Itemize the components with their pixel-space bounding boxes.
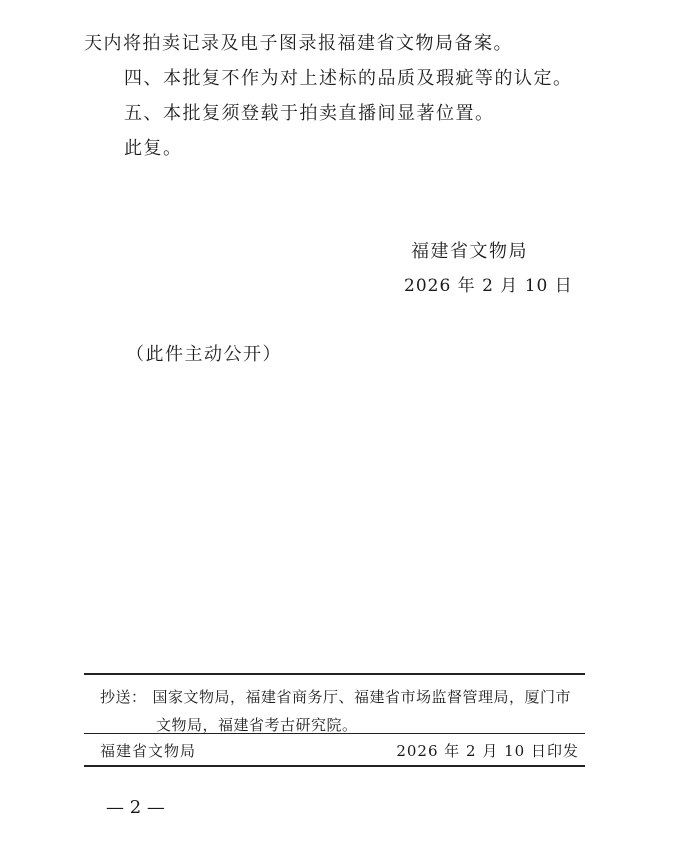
closing-phrase: 此复。 xyxy=(124,138,183,159)
issue-date: 2026 年 2 月 10 日印发 xyxy=(396,742,579,760)
cc-recipients-line-2: 文物局，福建省考古研究院。 xyxy=(156,716,358,734)
cc-recipients-line-1: 国家文物局，福建省商务厅、福建省市场监督管理局，厦门市 xyxy=(152,688,572,706)
body-paragraph-item-4: 四、本批复不作为对上述标的品质及瑕疵等的认定。 xyxy=(124,68,573,89)
footer-bottom-rule xyxy=(84,765,585,767)
cc-label: 抄送： xyxy=(100,688,147,706)
signature-organization: 福建省文物局 xyxy=(411,241,528,262)
cc-block xyxy=(100,683,571,739)
body-paragraph-line-1: 天内将拍卖记录及电子图录报福建省文物局备案。 xyxy=(84,33,513,54)
page-number: — 2 — xyxy=(106,797,165,818)
issuing-organization: 福建省文物局 xyxy=(100,742,197,760)
signature-date: 2026 年 2 月 10 日 xyxy=(404,276,573,296)
public-disclosure-note: （此件主动公开） xyxy=(126,344,282,365)
body-paragraph-item-5: 五、本批复须登载于拍卖直播间显著位置。 xyxy=(124,103,495,124)
footer-top-rule xyxy=(84,673,585,675)
footer-middle-rule xyxy=(84,733,585,734)
